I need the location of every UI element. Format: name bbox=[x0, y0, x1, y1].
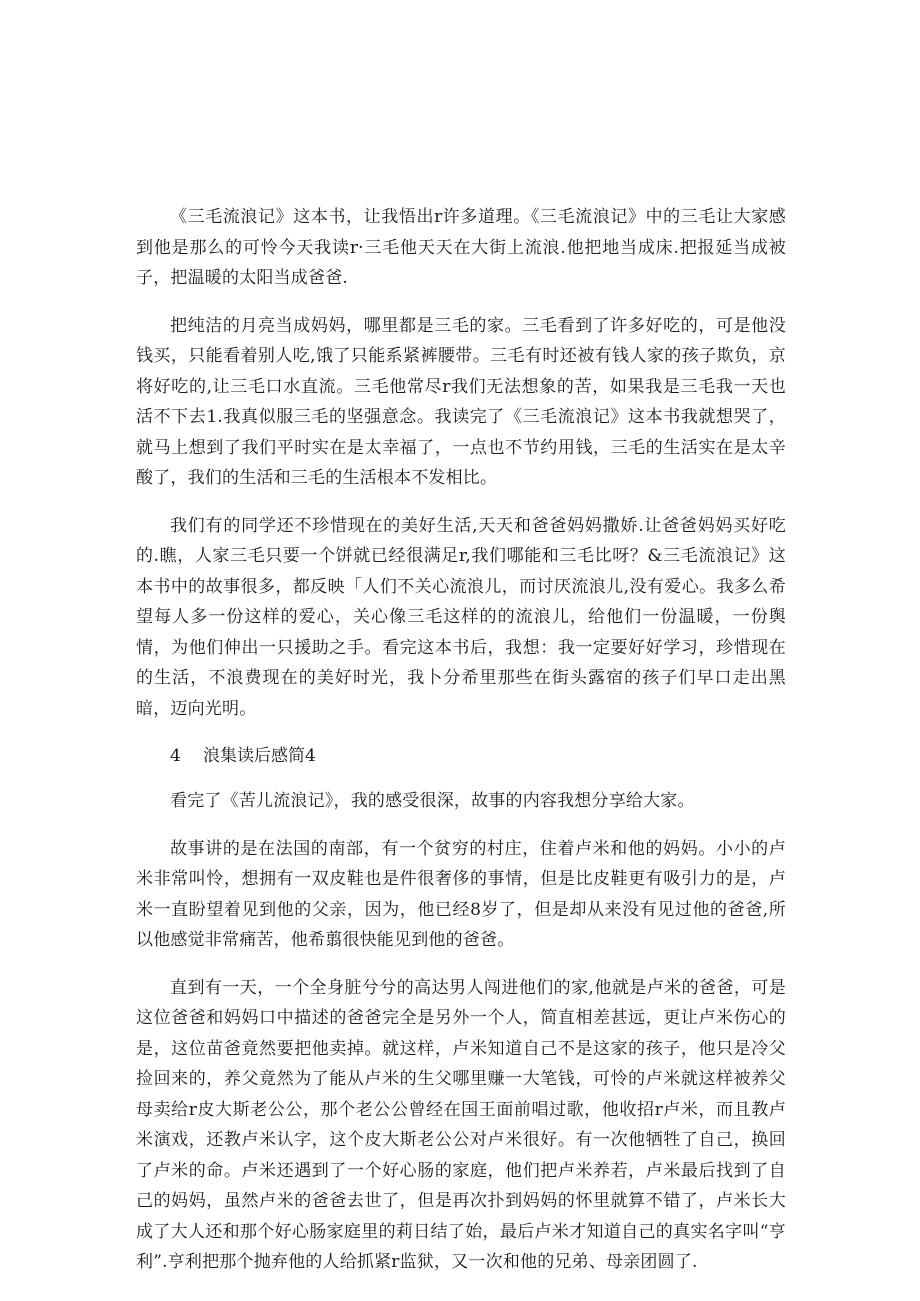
paragraph: 《三毛流浪记》这本书，让我悟出r许多道理。《三毛流浪记》中的三毛让大家感到他是那么的可怜今天我读r·三毛他天天在大街上流浪.他把地当成床.把报延当成被子，把温暖的太阳当成爸爸. bbox=[136, 207, 786, 288]
paragraph: 把纯洁的月亮当成妈妈，哪里都是三毛的家。三毛看到了许多好吃的，可是他没钱买，只能看着别人吃,饿了只能系紧裤腰带。三毛有时还被有钱人家的孩子欺负，京将好吃的,让三毛口水直流。三毛他常尽r我们无法想象的苦，如果我是三毛我一天也活不下去1.我真似服三毛的坚强意念。我读完了《三毛流浪记》这本书我就想哭了，就马上想到了我们平时实在是太幸福了，一点也不节约用钱，三毛的生活实在是太辛酸了，我们的生活和三毛的生活根本不发相比。 bbox=[136, 315, 786, 488]
document-body bbox=[136, 202, 786, 1295]
section-number: 4 bbox=[170, 746, 181, 766]
paragraph: 看完了《苦儿流浪记》，我的感受很深，故事的内容我想分享给大家。 bbox=[170, 791, 695, 811]
paragraph: 故事讲的是在法国的南部，有一个贫穷的村庄，住着卢米和他的妈妈。小小的卢米非常叫怜，想拥有一双皮鞋也是件很奢侈的事情，但是比皮鞋更有吸引力的是，卢米一直盼望着见到他的父亲，因为，他已经8岁了，但是却从来没有见过他的爸爸,所以他感觉非常痛苦，他希翦很快能见到他的爸爸。 bbox=[136, 838, 786, 950]
paragraph: 直到有一天，一个全身脏兮兮的高达男人闯进他们的家,他就是卢米的爸爸，可是这位爸爸和妈妈口中描述的爸爸完全是另外一个人，简直相差甚远，更让卢米伤心的是，这位苗爸竟然要把他卖掉。就这样，卢米知道自己不是这家的孩子，他只是冷父捡回来的，养父竟然为了能从卢米的生父哪里赚一大笔钱，可怜的卢米就这样被养父母卖给r皮大斯老公公，那个老公公曾经在国王面前唱过歌，他收招r卢米，而且教卢米演戏，还教卢米认字，这个皮大斯老公公对卢米很好。有一次他牺牲了自己，换回了卢米的命。卢米还遇到了一个好心肠的家庭，他们把卢米养若，卢米最后找到了自己的妈妈，虽然卢米的爸爸去世了，但是再次扑到妈妈的怀里就算不错了，卢米长大成了大人还和那个好心肠家庭里的莉日结了始，最后卢米才知道自己的真实名字叫“亨利”.亨利把那个抛弃他的人给抓紧r监狱，又一次和他的兄弟、母亲团圆了. bbox=[136, 977, 786, 1272]
section-heading bbox=[136, 741, 786, 771]
section-title: 浪集读后感简4 bbox=[203, 746, 316, 766]
paragraph: 我们有的同学还不珍惜现在的美好生活,天天和爸爸妈妈撒娇.让爸爸妈妈买好吃的.瞧，人家三毛只要一个饼就已经很满足r,我们哪能和三毛比呀？&三毛流浪记》这本书中的故事很多，都反映「人们不关心流浪儿，而讨厌流浪儿,没有爱心。我多么希望每人多一份这样的爱心，关心像三毛这样的的流浪儿，给他们一份温暖，一份舆情，为他们伸出一只援助之手。看完这本书后，我想：我一定要好好学习，珍惜现在的生活，不浪费现在的美好时光，我卜分希里那些在街头露宿的孩子们早口走出黑暗，迈向光明。 bbox=[136, 515, 786, 719]
